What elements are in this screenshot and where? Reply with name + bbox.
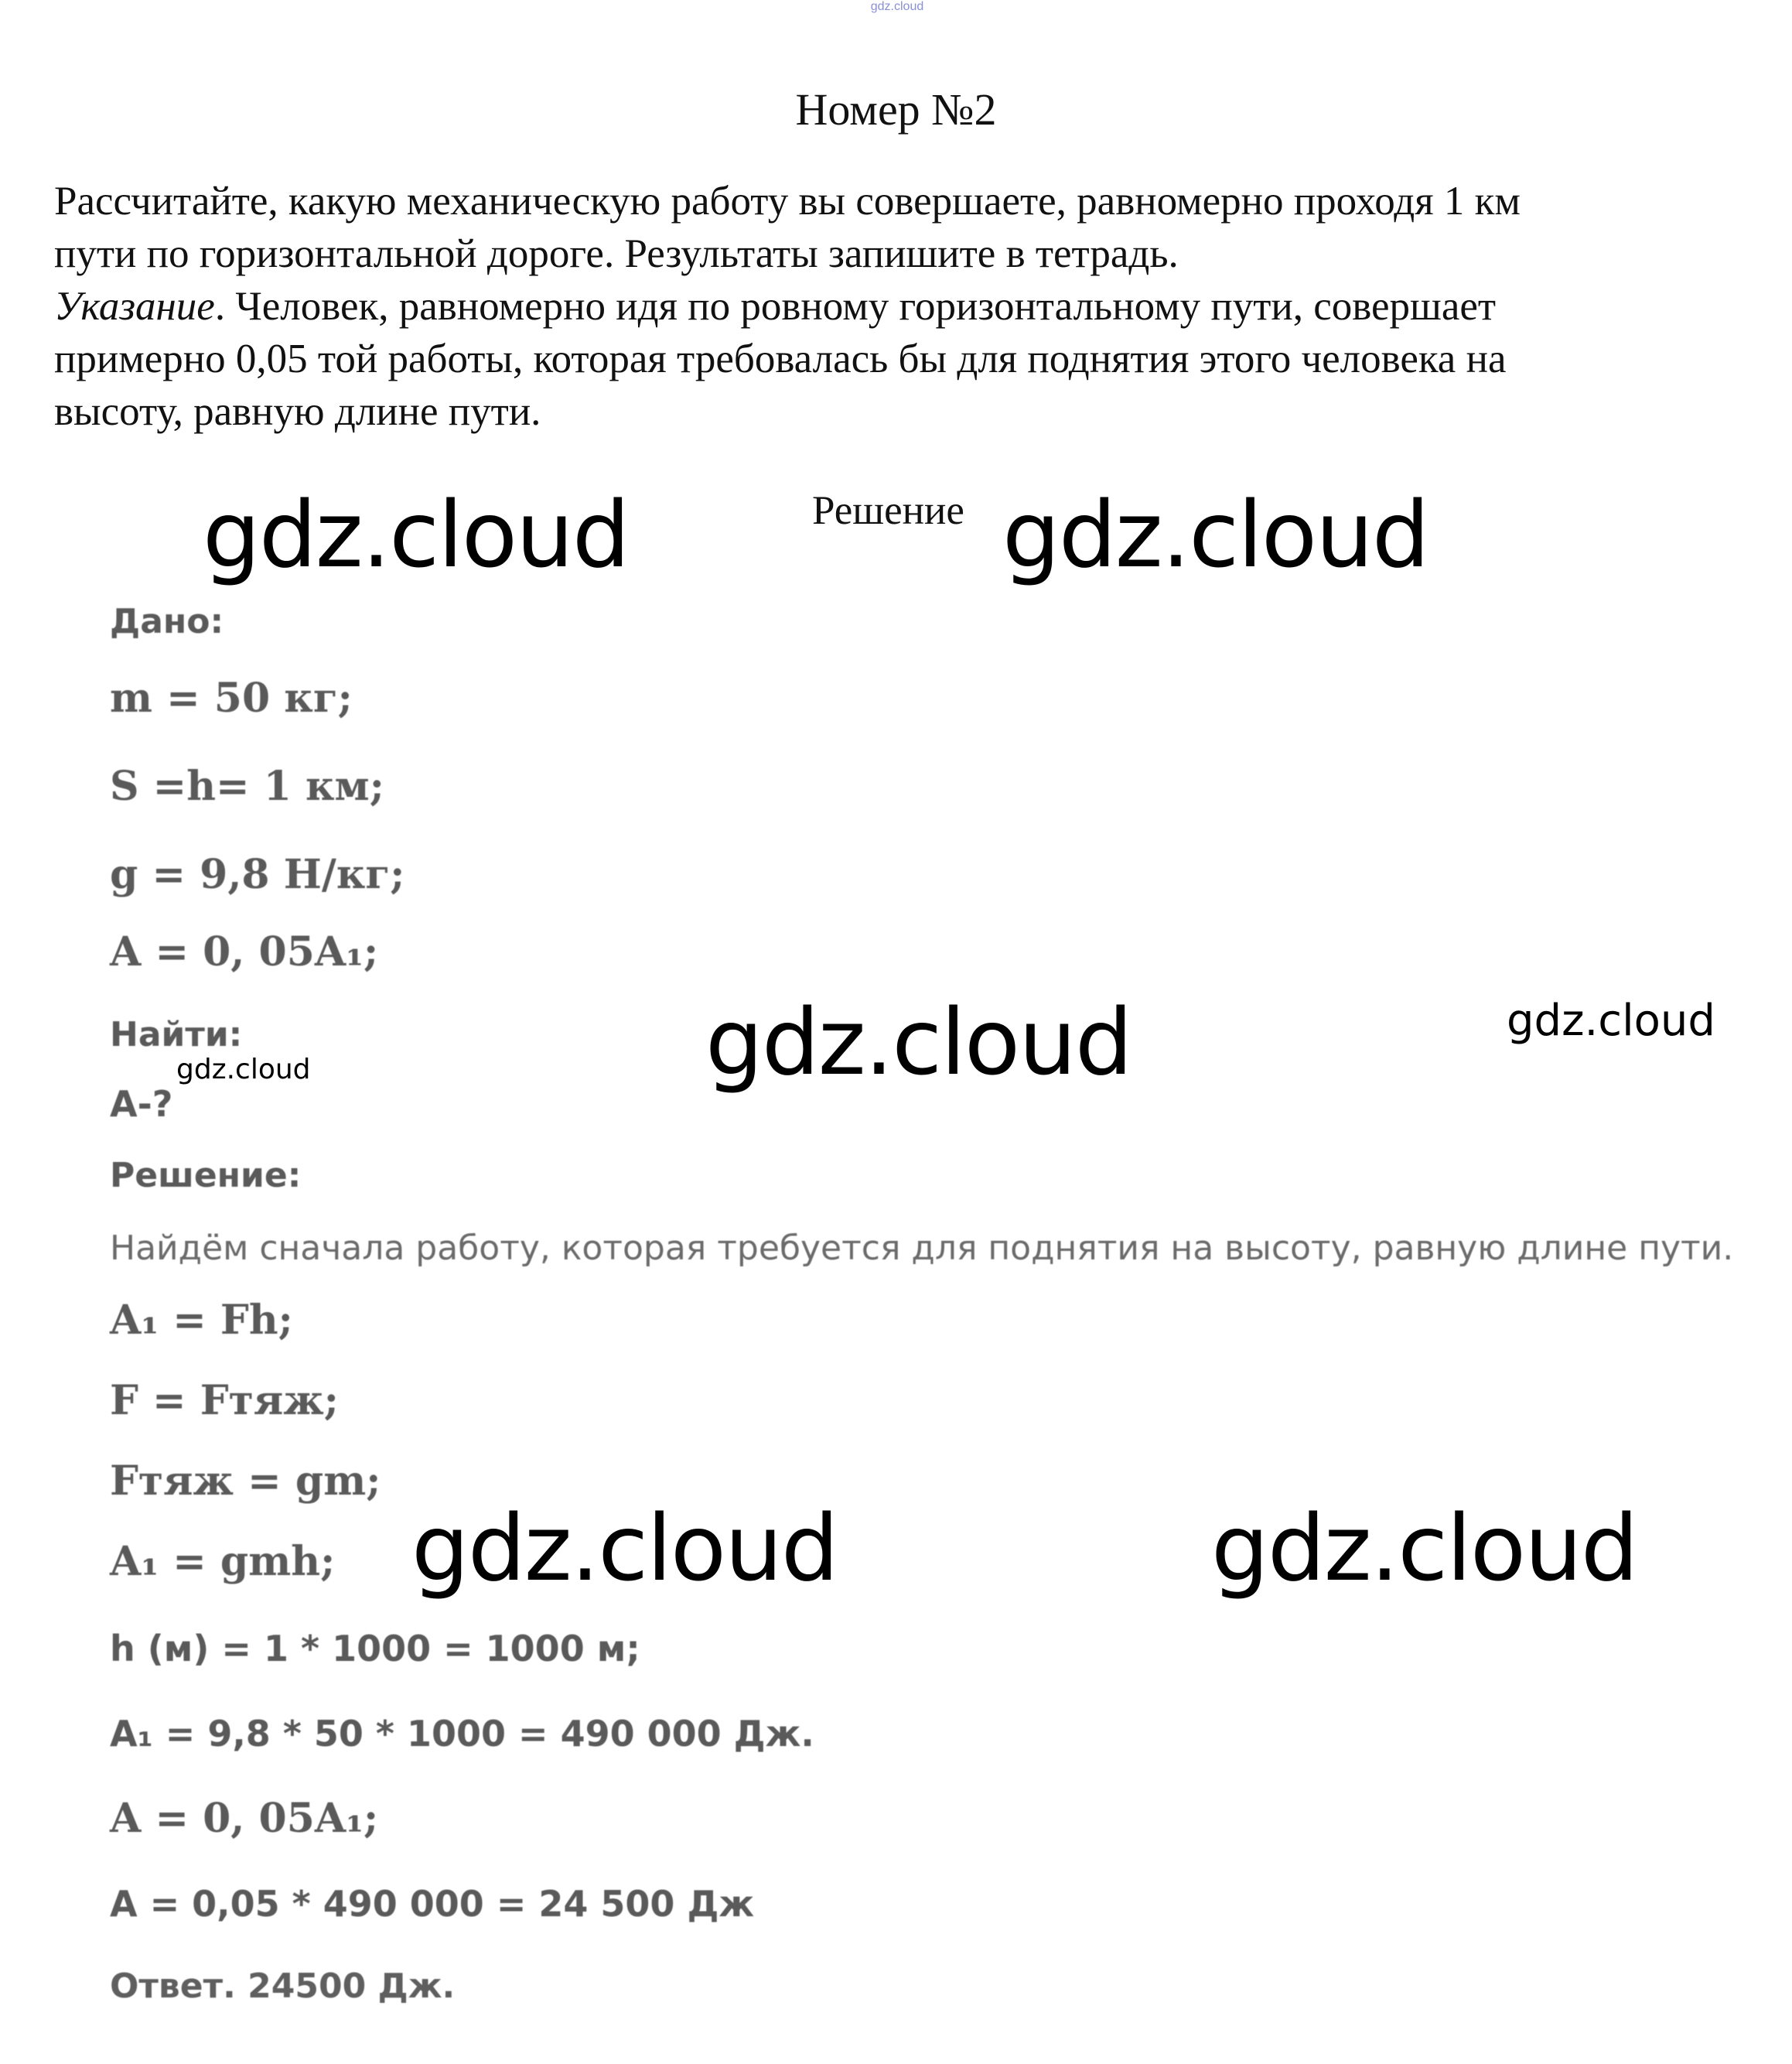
hint-label: Указание	[54, 284, 215, 329]
find-label: Найти:	[110, 1015, 243, 1054]
task-statement	[54, 175, 1756, 438]
watermark: gdz.cloud	[203, 481, 629, 588]
formula-gravity-force: Fтяж = gm;	[110, 1457, 381, 1505]
watermark: gdz.cloud	[411, 1495, 838, 1601]
solution-label: Решение:	[110, 1156, 302, 1195]
watermark: gdz.cloud	[1002, 481, 1428, 588]
watermark: gdz.cloud	[1507, 996, 1715, 1046]
solution-heading: Решение	[812, 488, 964, 533]
find-value: А-?	[110, 1083, 173, 1125]
given-label: Дано:	[110, 602, 224, 641]
calc-work-lift: A₁ = 9,8 * 50 * 1000 = 490 000 Дж.	[110, 1713, 814, 1755]
watermark: gdz.cloud	[705, 989, 1132, 1095]
formula-work-expanded: A₁ = gmh;	[110, 1538, 336, 1585]
hint-text: . Человек, равномерно идя по ровному горизонтальному пути, совершает	[214, 284, 1497, 329]
task-line: высоту, равную длине пути.	[54, 389, 541, 434]
task-hint-line	[54, 280, 1756, 333]
formula-work-ratio: A = 0, 05A₁;	[110, 1795, 379, 1842]
watermark: gdz.cloud	[1211, 1495, 1637, 1601]
calc-height: h (м) = 1 * 1000 = 1000 м;	[110, 1628, 640, 1669]
solution-text: Найдём сначала работу, которая требуется для поднятия на высоту, равную длине пути.	[110, 1228, 1734, 1268]
given-distance: S =h= 1 км;	[110, 763, 384, 810]
given-work-ratio: A = 0, 05A₁;	[110, 928, 379, 976]
header-watermark: gdz.cloud	[870, 0, 924, 13]
task-line: примерно 0,05 той работы, которая требовалась бы для поднятия этого человека на	[54, 337, 1507, 381]
answer: Ответ. 24500 Дж.	[110, 1967, 456, 2006]
task-line: Рассчитайте, какую механическую работу вы совершаете, равномерно проходя 1 км	[54, 179, 1521, 224]
task-line: пути по горизонтальной дороге. Результаты запишите в тетрадь.	[54, 231, 1179, 276]
calc-work-walk: А = 0,05 * 490 000 = 24 500 Дж	[110, 1883, 755, 1925]
given-mass: m = 50 кг;	[110, 675, 353, 722]
watermark: gdz.cloud	[176, 1054, 311, 1085]
formula-work: A₁ = Fh;	[110, 1297, 293, 1344]
formula-force: F = Fтяж;	[110, 1377, 339, 1424]
given-gravity: g = 9,8 Н/кг;	[110, 851, 405, 898]
page-title: Номер №2	[795, 84, 997, 135]
